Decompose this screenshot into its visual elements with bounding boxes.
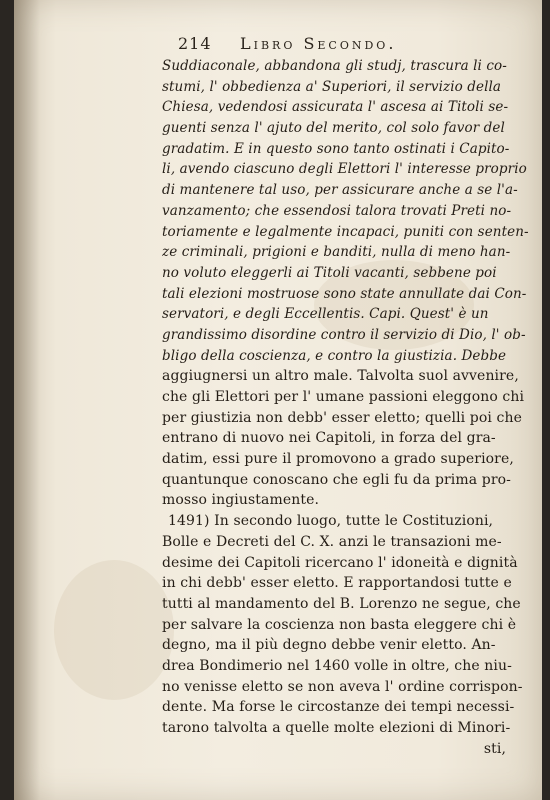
page-header xyxy=(178,34,478,58)
page-number: 214 xyxy=(178,34,212,53)
text-line: servatori, e degli Eccellentis. Capi. Quest' è un xyxy=(162,306,489,323)
running-title: Libro Secondo. xyxy=(240,34,397,53)
text-line: no venisse eletto se non aveva l' ordine corrispon- xyxy=(162,678,523,695)
text-line: mosso ingiustamente. xyxy=(162,492,319,509)
text-line: di mantenere tal uso, per assicurare anche a se l'a- xyxy=(162,182,518,199)
text-line: vanzamento; che essendosi talora trovati Preti no- xyxy=(162,202,512,219)
text-line: desime dei Capitoli ricercano l' idoneità e dignità xyxy=(162,554,518,571)
text-line: 1491) In secondo luogo, tutte le Costituzioni, xyxy=(168,513,494,530)
text-line: dente. Ma forse le circostanze dei tempi necessi- xyxy=(162,699,515,716)
text-line: Suddiaconale, abbandona gli studj, trascura li co- xyxy=(162,58,507,74)
text-line: stumi, l' obbedienza a' Superiori, il servizio della xyxy=(162,78,502,95)
text-line: toriamente e legalmente incapaci, puniti con senten- xyxy=(162,223,529,240)
text-line: entrano di nuovo nei Capitoli, in forza del gra- xyxy=(162,430,496,447)
text-line: che gli Elettori per l' umane passioni eleggono chi xyxy=(162,389,525,405)
text-line: degno, ma il più degno debbe venir eletto. An- xyxy=(162,637,496,654)
text-line: Chiesa, vedendosi assicurata l' ascesa ai Titoli se- xyxy=(162,99,509,116)
text-line: li, avendo ciascuno degli Elettori l' interesse proprio xyxy=(162,161,527,178)
text-line: no voluto eleggerli ai Titoli vacanti, sebbene poi xyxy=(162,264,497,281)
text-line: tali elezioni mostruose sono state annullate dai Con- xyxy=(162,285,527,302)
text-line: per giustizia non debb' esser eletto; quelli poi che xyxy=(162,409,522,426)
text-line: tutti al mandamento del B. Lorenzo ne segue, che xyxy=(162,595,521,612)
text-line: quantunque conoscano che egli fu da prima pro- xyxy=(162,471,511,488)
text-line: gradatim. E in questo sono tanto ostinati i Capito- xyxy=(162,140,510,157)
text-line: sti, xyxy=(483,740,506,757)
book-page xyxy=(14,0,542,800)
text-line: per salvare la coscienza non basta eleggere chi è xyxy=(162,616,517,633)
paper-stain xyxy=(54,560,174,700)
text-line: datim, essi pure il promovono a grado superiore, xyxy=(162,451,514,468)
text-line: grandissimo disordine contro il servizio di Dio, l' ob- xyxy=(162,326,526,343)
text-line: drea Bondimerio nel 1460 volle in oltre, che niu- xyxy=(162,657,512,674)
text-line: tarono talvolta a quelle molte elezioni di Minori- xyxy=(162,720,511,736)
binding-shadow xyxy=(14,0,40,800)
text-line: guenti senza l' ajuto del merito, col solo favor del xyxy=(162,120,505,137)
text-line: bligo della coscienza, e contro la giustizia. Debbe xyxy=(162,347,507,364)
text-line: Bolle e Decreti del C. X. anzi le transazioni me- xyxy=(162,533,502,550)
body-text xyxy=(162,56,534,759)
text-line: ze criminali, prigioni e banditi, nulla di meno han- xyxy=(162,244,511,261)
text-line: in chi debb' esser eletto. E rapportandosi tutte e xyxy=(162,575,512,592)
text-line: aggiugnersi un altro male. Talvolta suol avvenire, xyxy=(162,368,519,385)
